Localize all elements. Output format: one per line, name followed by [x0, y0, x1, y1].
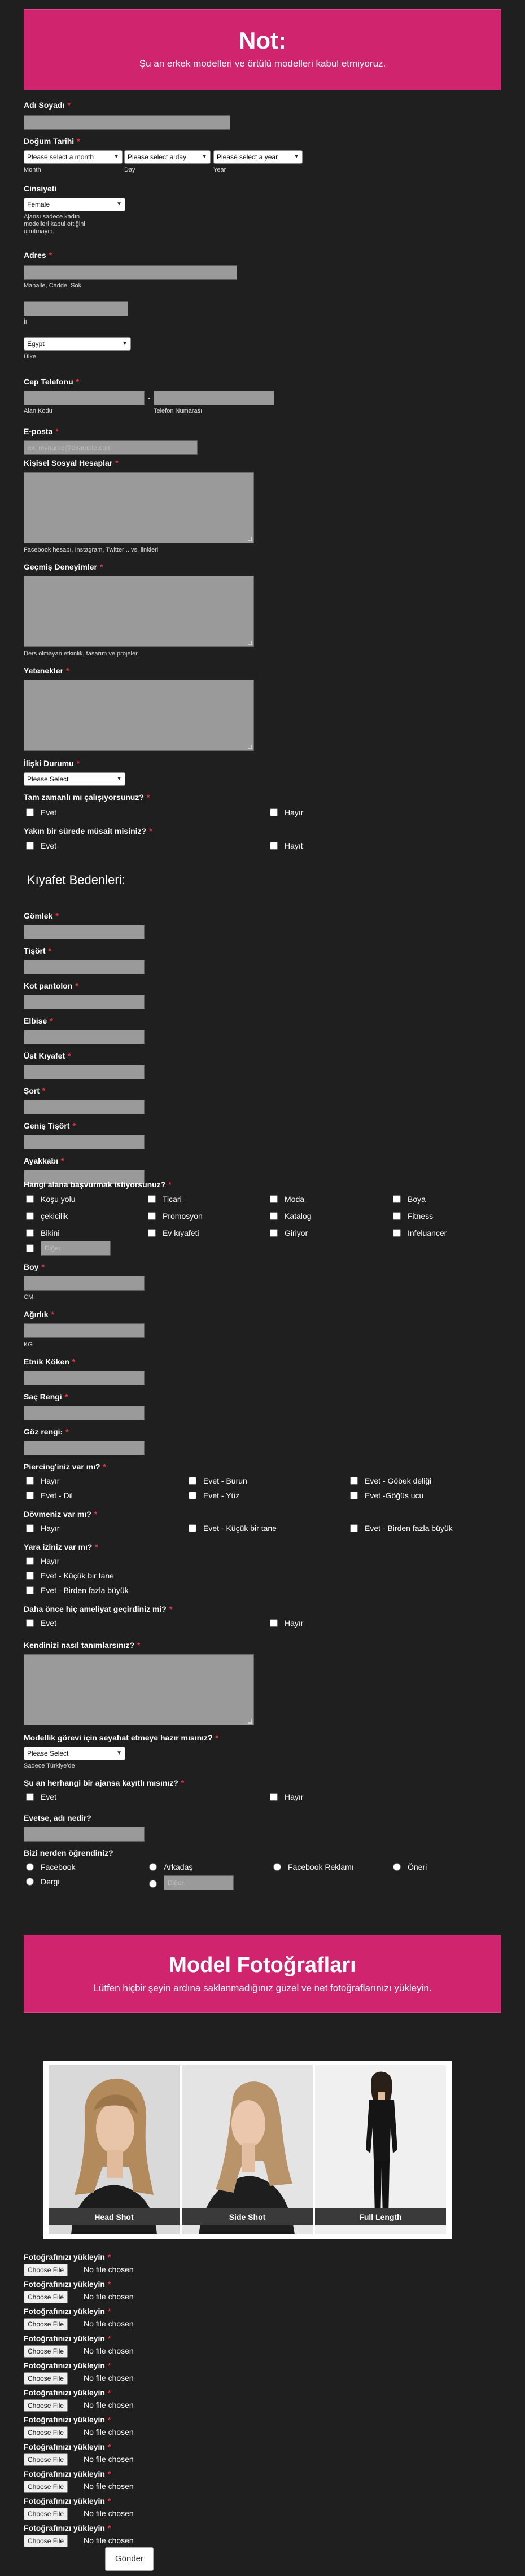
source-other-placeholder: Diğer — [168, 1879, 184, 1887]
tattoo-many-checkbox[interactable] — [350, 1524, 358, 1532]
social-textarea[interactable] — [24, 472, 254, 543]
note-subtitle: Şu an erkek modelleri ve örtülü modelleri kabul etmiyoruz. — [139, 58, 386, 69]
size-label: Şort * — [24, 1086, 46, 1095]
height-sub: CM — [24, 1294, 34, 1301]
area-option-label: Ev kıyafeti — [163, 1228, 199, 1237]
piercing-nose-checkbox[interactable] — [189, 1477, 196, 1485]
area-option-checkbox[interactable] — [393, 1212, 401, 1220]
describe-textarea[interactable] — [24, 1654, 254, 1725]
tattoo-opt-label: Evet - Birden fazla büyük — [365, 1524, 453, 1533]
resize-grip-icon[interactable] — [248, 641, 252, 645]
area-option-checkbox[interactable] — [26, 1229, 34, 1237]
no-file-text: No file chosen — [84, 2428, 134, 2437]
phone-number-input[interactable] — [154, 391, 274, 405]
area-option-label: Bikini — [41, 1228, 60, 1237]
source-facebook-radio[interactable] — [26, 1863, 34, 1871]
area-option-checkbox[interactable] — [148, 1195, 156, 1203]
photos-banner — [24, 1935, 501, 2013]
choose-file-button[interactable]: Choose File — [24, 2426, 68, 2439]
country-select[interactable]: Egypt ▼ — [24, 337, 131, 351]
full-length-tag: Full Length — [315, 2208, 446, 2225]
no-file-text: No file chosen — [84, 2265, 134, 2274]
height-input[interactable] — [24, 1276, 145, 1291]
available-label: Yakın bir sürede müsait misiniz? * — [24, 826, 152, 836]
fulltime-yes-checkbox[interactable] — [26, 808, 34, 816]
scar-opt-label: Evet - Küçük bir tane — [41, 1571, 114, 1580]
area-option-checkbox[interactable] — [270, 1212, 278, 1220]
address-city-sub: İl — [24, 319, 27, 326]
no-file-text: No file chosen — [84, 2319, 134, 2328]
source-opt-label: Facebook — [41, 1862, 76, 1871]
birth-month-select[interactable]: Please select a month ▼ — [24, 150, 123, 164]
size-label: Ayakkabı * — [24, 1156, 64, 1165]
size-label: Elbise * — [24, 1016, 53, 1025]
travel-help: Sadece Türkiye'de — [24, 1762, 75, 1769]
agency-label: Şu an herhangi bir ajansa kayıtlı mısınız? * — [24, 1778, 185, 1787]
upload-label: Fotoğrafınızı yükleyin * — [24, 2361, 111, 2370]
no-file-text: No file chosen — [84, 2536, 134, 2545]
piercing-opt-label: Evet - Burun — [203, 1476, 247, 1485]
area-option-label: Ticari — [163, 1195, 182, 1204]
upload-label: Fotoğrafınızı yükleyin * — [24, 2442, 111, 2451]
area-option-checkbox[interactable] — [148, 1229, 156, 1237]
area-option-label: Boya — [408, 1195, 426, 1204]
choose-file-button[interactable]: Choose File — [24, 2264, 68, 2276]
no-file-text: No file chosen — [84, 2373, 134, 2382]
upload-label: Fotoğrafınızı yükleyin * — [24, 2469, 111, 2478]
scar-opt-label: Evet - Birden fazla büyük — [41, 1586, 129, 1595]
no-file-text: No file chosen — [84, 2482, 134, 2491]
area-option-checkbox[interactable] — [393, 1195, 401, 1203]
source-magazine-radio[interactable] — [26, 1878, 34, 1886]
scar-no-checkbox[interactable] — [26, 1557, 34, 1565]
source-other-input[interactable] — [164, 1875, 234, 1890]
submit-button[interactable]: Gönder — [105, 2547, 154, 2571]
upload-label: Fotoğrafınızı yükleyin * — [24, 2307, 111, 2316]
tattoo-label: Dövmeniz var mı? * — [24, 1510, 98, 1519]
travel-select[interactable]: Please Select ▼ — [24, 1747, 125, 1760]
source-fbad-radio[interactable] — [273, 1863, 281, 1871]
upload-label: Fotoğrafınızı yükleyin * — [24, 2496, 111, 2505]
size-label: Üst Kıyafet * — [24, 1051, 71, 1060]
ethnic-label: Etnik Köken * — [24, 1357, 76, 1366]
hair-label: Saç Rengi * — [24, 1392, 68, 1401]
source-opt-label: Arkadaş — [164, 1862, 193, 1871]
source-opt-label: Dergi — [41, 1877, 60, 1886]
area-option-label: çekicilik — [41, 1212, 68, 1221]
size-input[interactable] — [24, 1030, 145, 1044]
piercing-opt-label: Evet - Yüz — [203, 1491, 240, 1500]
skills-textarea[interactable] — [24, 680, 254, 751]
email-input[interactable] — [24, 440, 198, 455]
agency-no-label: Hayır — [285, 1792, 304, 1801]
size-input[interactable] — [24, 925, 145, 939]
area-option-checkbox[interactable] — [148, 1212, 156, 1220]
phone-label: Cep Telefonu * — [24, 377, 80, 386]
experience-label: Geçmiş Deneyimler * — [24, 562, 103, 571]
area-option-label: Katalog — [285, 1212, 312, 1221]
source-label: Bizi nerden öğrendiniz? — [24, 1848, 113, 1857]
photos-subtitle: Lütfen hiçbir şeyin ardına saklanmadığınız güzel ve net fotoğraflarınızı yükleyin. — [93, 1983, 432, 1993]
piercing-opt-label: Evet - Dil — [41, 1491, 73, 1500]
area-option-label: Moda — [285, 1195, 305, 1204]
piercing-nipple-checkbox[interactable] — [350, 1492, 358, 1499]
agency-no-checkbox[interactable] — [270, 1793, 278, 1801]
source-referral-radio[interactable] — [393, 1863, 401, 1871]
birth-year-select[interactable]: Please select a year ▼ — [213, 150, 303, 164]
hair-input[interactable] — [24, 1406, 145, 1420]
area-option-label: Promosyon — [163, 1212, 203, 1221]
area-option-checkbox[interactable] — [26, 1212, 34, 1220]
eye-input[interactable] — [24, 1441, 145, 1455]
choose-file-button[interactable]: Choose File — [24, 2453, 68, 2466]
email-label: E-posta * — [24, 427, 59, 436]
address-label: Adres * — [24, 251, 53, 260]
size-input[interactable] — [24, 995, 145, 1009]
name-input[interactable] — [24, 115, 230, 130]
fulltime-no-label: Hayır — [285, 808, 304, 817]
size-label: Kot pantolon * — [24, 981, 78, 990]
scar-small-checkbox[interactable] — [26, 1572, 34, 1580]
area-option-checkbox[interactable] — [270, 1195, 278, 1203]
area-other-input[interactable] — [41, 1241, 111, 1256]
piercing-label: Piercing'iniz var mı? * — [24, 1462, 107, 1471]
tattoo-opt-label: Evet - Küçük bir tane — [203, 1524, 277, 1533]
area-option-checkbox[interactable] — [26, 1195, 34, 1203]
phone-dash: - — [148, 393, 151, 402]
birth-month-sub: Month — [24, 167, 41, 173]
choose-file-button[interactable]: Choose File — [24, 2345, 68, 2358]
fulltime-yes-label: Evet — [41, 808, 57, 817]
choose-file-button[interactable]: Choose File — [24, 2399, 68, 2412]
address-city-input[interactable] — [24, 301, 128, 316]
upload-label: Fotoğrafınızı yükleyin * — [24, 2388, 111, 2397]
weight-sub: KG — [24, 1341, 33, 1348]
available-no-checkbox[interactable] — [270, 842, 278, 850]
surgery-no-checkbox[interactable] — [270, 1619, 278, 1627]
name-label: Adı Soyadı * — [24, 100, 71, 110]
size-input[interactable] — [24, 1065, 145, 1079]
birth-year-sub: Year — [213, 167, 226, 173]
weight-label: Ağırlık * — [24, 1310, 55, 1319]
upload-label: Fotoğrafınızı yükleyin * — [24, 2334, 111, 2343]
source-opt-label: Facebook Reklamı — [288, 1862, 354, 1871]
address-street-sub: Mahalle, Cadde, Sok — [24, 282, 82, 289]
area-option-checkbox[interactable] — [393, 1229, 401, 1237]
upload-label: Fotoğrafınızı yükleyin * — [24, 2253, 111, 2262]
choose-file-button[interactable]: Choose File — [24, 2535, 68, 2547]
piercing-tongue-checkbox[interactable] — [26, 1492, 34, 1499]
skills-label: Yetenekler * — [24, 666, 69, 675]
height-label: Boy * — [24, 1262, 45, 1271]
upload-label: Fotoğrafınızı yükleyin * — [24, 2523, 111, 2533]
scar-opt-label: Hayır — [41, 1556, 60, 1565]
fulltime-label: Tam zamanlı mı çalışıyorsunuz? * — [24, 793, 150, 802]
size-input[interactable] — [24, 960, 145, 974]
available-yes-checkbox[interactable] — [26, 842, 34, 850]
size-label: Tişört * — [24, 946, 52, 955]
gender-label: Cinsiyeti — [24, 184, 57, 193]
birth-day-sub: Day — [124, 167, 135, 173]
gender-help: Ajansı sadece kadın modelleri kabul ettiğini unutmayın. — [24, 213, 85, 235]
area-option-label: Giriyor — [285, 1228, 308, 1237]
agency-yes-checkbox[interactable] — [26, 1793, 34, 1801]
head-shot-photo — [49, 2065, 180, 2234]
birth-day-select[interactable]: Please select a day ▼ — [124, 150, 211, 164]
social-label: Kişisel Sosyal Hesaplar * — [24, 458, 119, 467]
surgery-yes-checkbox[interactable] — [26, 1619, 34, 1627]
upload-label: Fotoğrafınızı yükleyin * — [24, 2280, 111, 2289]
ethnic-input[interactable] — [24, 1371, 145, 1385]
describe-label: Kendinizi nasıl tanımlarsınız? * — [24, 1641, 141, 1650]
birth-label: Doğum Tarihi * — [24, 137, 80, 146]
choose-file-button[interactable]: Choose File — [24, 2508, 68, 2520]
available-yes-label: Evet — [41, 841, 57, 850]
surgery-label: Daha önce hiç ameliyat geçirdiniz mi? * — [24, 1604, 173, 1613]
relation-select[interactable]: Please Select ▼ — [24, 772, 125, 786]
available-no-label: Hayıt — [285, 841, 303, 850]
area-label: Hangi alana başvurmak istiyorsunuz? * — [24, 1180, 172, 1189]
choose-file-button[interactable]: Choose File — [24, 2481, 68, 2493]
no-file-text: No file chosen — [84, 2292, 134, 2301]
address-country-sub: Ülke — [24, 353, 37, 360]
fulltime-no-checkbox[interactable] — [270, 808, 278, 816]
weight-input[interactable] — [24, 1323, 145, 1338]
agency-yes-label: Evet — [41, 1792, 57, 1801]
area-option-label: Infeluancer — [408, 1228, 447, 1237]
email-placeholder: ex: myname@example.com — [28, 444, 112, 452]
gender-select[interactable]: Female ▼ — [24, 198, 125, 211]
area-option-checkbox[interactable] — [270, 1229, 278, 1237]
side-shot-photo — [182, 2065, 313, 2234]
scar-many-checkbox[interactable] — [26, 1586, 34, 1594]
choose-file-button[interactable]: Choose File — [24, 2318, 68, 2330]
scar-label: Yara iziniz var mı? * — [24, 1542, 98, 1551]
example-photos — [43, 2061, 452, 2239]
tattoo-no-checkbox[interactable] — [26, 1524, 34, 1532]
size-label: Gömlek * — [24, 911, 59, 920]
piercing-navel-checkbox[interactable] — [350, 1477, 358, 1485]
eye-label: Göz rengi: * — [24, 1427, 69, 1436]
area-other-placeholder: Diğer — [45, 1244, 61, 1252]
area-other-checkbox[interactable] — [26, 1244, 34, 1252]
upload-label: Fotoğrafınızı yükleyin * — [24, 2415, 111, 2424]
no-file-text: No file chosen — [84, 2455, 134, 2464]
piercing-face-checkbox[interactable] — [189, 1492, 196, 1499]
resize-grip-icon[interactable] — [248, 1719, 252, 1724]
choose-file-button[interactable]: Choose File — [24, 2372, 68, 2385]
surgery-yes-label: Evet — [41, 1619, 57, 1628]
size-label: Geniş Tişört * — [24, 1121, 76, 1130]
photos-title: Model Fotoğrafları — [169, 1953, 356, 1977]
surgery-no-label: Hayır — [285, 1619, 304, 1628]
full-length-photo — [315, 2065, 446, 2234]
experience-help: Ders olmayan etkinlik, tasarım ve projeler. — [24, 650, 139, 657]
phone-number-sub: Telefon Numarası — [154, 408, 203, 414]
size-input[interactable] — [24, 1135, 145, 1149]
piercing-opt-label: Hayır — [41, 1476, 60, 1485]
tattoo-opt-label: Hayır — [41, 1524, 60, 1533]
no-file-text: No file chosen — [84, 2509, 134, 2518]
size-input[interactable] — [24, 1100, 145, 1114]
side-shot-tag: Side Shot — [182, 2208, 313, 2225]
phone-area-sub: Alan Kodu — [24, 408, 53, 414]
tattoo-small-checkbox[interactable] — [189, 1524, 196, 1532]
travel-label: Modellik görevi için seyahat etmeye hazır mısınız? * — [24, 1733, 219, 1742]
experience-textarea[interactable] — [24, 576, 254, 647]
social-help: Facebook hesabı, Instagram, Twitter .. vs. linkleri — [24, 546, 159, 553]
resize-grip-icon[interactable] — [248, 745, 252, 749]
area-option-label: Koşu yolu — [41, 1195, 76, 1204]
choose-file-button[interactable]: Choose File — [24, 2291, 68, 2303]
piercing-opt-label: Evet -Göğüs ucu — [365, 1491, 424, 1500]
relation-label: İlişki Durumu * — [24, 759, 80, 768]
address-street-input[interactable] — [24, 265, 237, 280]
piercing-opt-label: Evet - Göbek deliği — [365, 1476, 432, 1485]
head-shot-tag: Head Shot — [49, 2208, 180, 2225]
phone-area-input[interactable] — [24, 391, 145, 405]
source-friend-radio[interactable] — [149, 1863, 157, 1871]
no-file-text: No file chosen — [84, 2400, 134, 2409]
agency-name-label: Evetse, adı nedir? — [24, 1813, 91, 1822]
note-title: Not: — [239, 27, 286, 54]
note-banner — [24, 9, 501, 90]
no-file-text: No file chosen — [84, 2346, 134, 2355]
source-other-radio[interactable] — [149, 1880, 157, 1888]
resize-grip-icon[interactable] — [248, 537, 252, 541]
area-option-label: Fitness — [408, 1212, 434, 1221]
source-opt-label: Öneri — [408, 1862, 427, 1871]
piercing-no-checkbox[interactable] — [26, 1477, 34, 1485]
sizes-title: Kıyafet Bedenleri: — [27, 873, 125, 887]
agency-name-input[interactable] — [24, 1827, 145, 1842]
